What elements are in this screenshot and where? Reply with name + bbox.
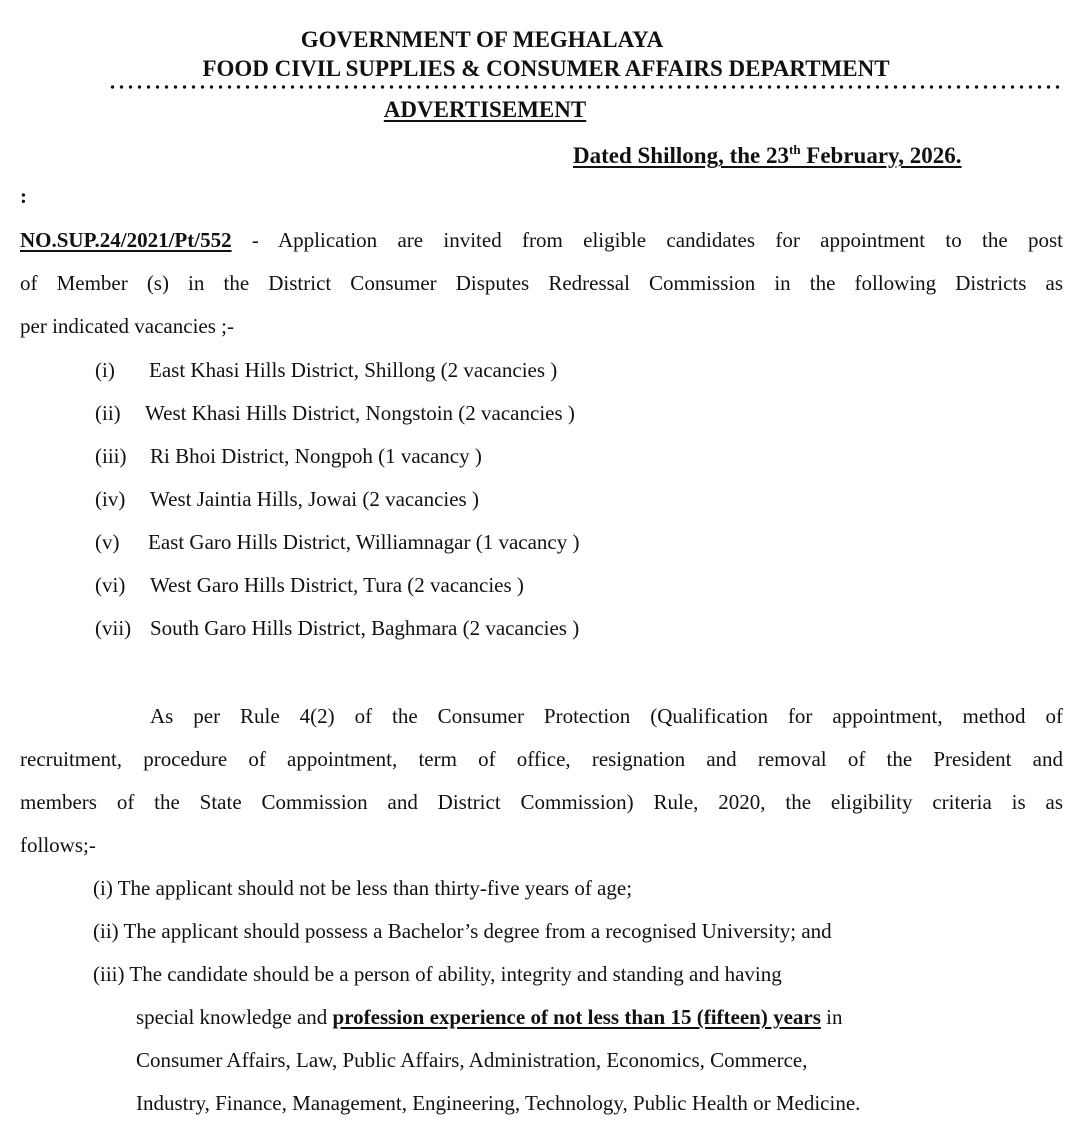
district-num: (v) (95, 530, 120, 554)
criteria-text-pre: special knowledge and (136, 1005, 333, 1029)
district-text: West Khasi Hills District, Nongstoin (2 vacancies ) (145, 401, 575, 425)
rule-line-2: recruitment, procedure of appointment, term of office, resignation and removal of the President and (20, 747, 1063, 771)
advertisement-title: ADVERTISEMENT (383, 97, 587, 122)
district-text: East Garo Hills District, Williamnagar (1 vacancy ) (148, 530, 580, 554)
district-text: East Khasi Hills District, Shillong (2 vacancies ) (149, 358, 558, 382)
notice-line-1-text: - Application are invited from eligible candidates for appointment to the post (231, 228, 1063, 252)
district-text: South Garo Hills District, Baghmara (2 vacancies ) (150, 616, 580, 640)
rule-line-3: members of the State Commission and District Commission) Rule, 2020, the eligibility criteria is as (20, 790, 1063, 814)
notice-line-3: per indicated vacancies ;- (20, 314, 234, 338)
criteria-item-3-line-2 (136, 996, 843, 1039)
district-item (95, 530, 579, 555)
district-item (95, 616, 579, 641)
district-num: (iii) (95, 444, 127, 468)
criteria-item-3-line-4: Industry, Finance, Management, Engineering, Technology, Public Health or Medicine. (136, 1091, 861, 1115)
district-item (95, 487, 479, 512)
criteria-item-1: (i) The applicant should not be less than thirty-five years of age; (93, 876, 633, 900)
district-text: West Garo Hills District, Tura (2 vacancies ) (150, 573, 524, 597)
reference-number: NO.SUP.24/2021/Pt/552 (20, 228, 232, 252)
dated-line (573, 143, 962, 169)
rule-line-4: follows;- (20, 833, 96, 857)
district-num: (vii) (95, 616, 132, 640)
district-item (95, 401, 575, 426)
govt-heading: GOVERNMENT OF MEGHALAYA (300, 27, 664, 52)
district-num: (vi) (95, 573, 126, 597)
district-text: West Jaintia Hills, Jowai (2 vacancies ) (150, 487, 479, 511)
dated-suffix: February, 2026. (800, 143, 962, 168)
department-heading: FOOD CIVIL SUPPLIES & CONSUMER AFFAIRS DEPARTMENT (202, 56, 890, 81)
criteria-text-post: in (820, 1005, 843, 1029)
colon-mark: : (20, 184, 27, 208)
criteria-item-2: (ii) The applicant should possess a Bachelor’s degree from a recognised University; and (93, 919, 832, 943)
district-num: (ii) (95, 401, 121, 425)
district-item (95, 444, 482, 469)
experience-requirement: profession experience of not less than 15 (fifteen) years (332, 1005, 821, 1029)
rule-line-1: As per Rule 4(2) of the Consumer Protection (Qualification for appointment, method of (150, 704, 1063, 728)
notice-line-1 (20, 219, 1063, 262)
dotted-separator (108, 84, 1060, 90)
district-num: (iv) (95, 487, 126, 511)
district-item (95, 358, 557, 383)
dated-prefix: Dated Shillong, the 23 (573, 143, 789, 168)
district-item (95, 573, 524, 598)
district-num: (i) (95, 358, 115, 382)
criteria-item-3-line-1: (iii) The candidate should be a person of ability, integrity and standing and having (93, 962, 782, 986)
district-text: Ri Bhoi District, Nongpoh (1 vacancy ) (150, 444, 482, 468)
criteria-item-3-line-3: Consumer Affairs, Law, Public Affairs, Administration, Economics, Commerce, (136, 1048, 808, 1072)
notice-line-2: of Member (s) in the District Consumer Disputes Redressal Commission in the following Districts as (20, 271, 1063, 295)
dated-sup: th (788, 142, 801, 157)
